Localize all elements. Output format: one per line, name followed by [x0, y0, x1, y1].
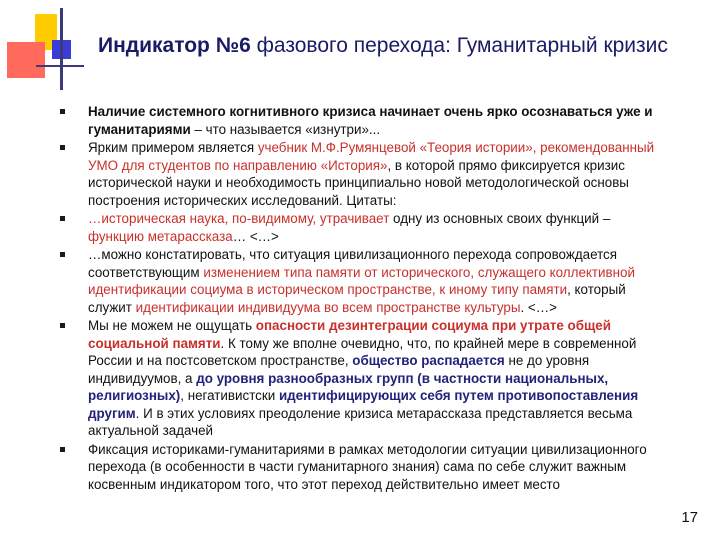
bullet-text: – что называется «изнутри»...	[190, 121, 381, 137]
bullet-text: Ярким примером является	[88, 140, 258, 155]
bullet-text: , негативистски	[180, 388, 279, 403]
bullet-text-bold: Наличие системного когнитивного кризиса начинает очень ярко осознаваться уже и гуманитариями	[88, 104, 653, 137]
bullet-text: … <…>	[232, 228, 279, 244]
bullet-text: . И в этих условиях преодоление кризиса метарассказа представляется весьма актуальной задачей	[88, 405, 633, 438]
bullet-text: Мы не можем не ощущать	[88, 318, 256, 333]
decor-red-square	[7, 42, 45, 78]
bullet-item-1	[60, 103, 670, 138]
bullet-text: …можно констатировать, что ситуация цивилизационного перехода сопровождается соответствующим	[88, 247, 618, 280]
bullet-text-bold-highlight: опасности дезинтеграции социума при утрате общей социальной памяти	[88, 318, 611, 351]
bullet-text-bold-blue: до уровня разнообразных групп (в частности национальных, религиозных)	[88, 370, 609, 403]
slide-title	[98, 34, 698, 58]
title-rest: фазового перехода: Гуманитарный кризис	[250, 34, 668, 57]
bullet-text: одну из основных своих функций –	[389, 211, 611, 226]
bullet-item-6	[60, 441, 670, 494]
decor-horizontal-line	[36, 65, 84, 67]
bullet-text-bold-blue: общество распадается	[352, 353, 505, 368]
bullet-square-icon	[60, 216, 65, 221]
title-bold: Индикатор №6	[98, 34, 251, 57]
bullet-text: не до уровня индивидуумов, а	[88, 353, 590, 386]
bullet-text-highlight: учебник М.Ф.Румянцевой «Теория истории», рекомендованный УМО для студентов по направлению «История»	[88, 140, 655, 173]
bullet-text: , в которой прямо фиксируется кризис исторической науки и необходимость принципиально новой методологической основы построения исторических исследований. Цитаты:	[88, 157, 629, 208]
decor-vertical-line	[60, 8, 63, 90]
bullet-text: . К тому же вполне очевидно, что, по крайней мере в современной России и на постсоветском пространстве,	[88, 335, 637, 368]
bullet-text-highlight: изменением типа памяти от исторического, служащего коллективной идентификации социума в историческом пространстве, к иному типу памяти	[88, 264, 635, 297]
bullet-text-highlight: функцию метарассказа	[88, 228, 233, 244]
bullet-square-icon	[60, 252, 65, 257]
bullet-text-highlight: …историческая наука, по-видимому, утрачивает	[88, 211, 390, 226]
bullet-item-3	[60, 210, 670, 245]
bullet-square-icon	[60, 323, 65, 328]
bullet-item-4	[60, 246, 670, 316]
bullet-text: , который служит	[88, 282, 626, 315]
bullet-text: Фиксация историками-гуманитариями в рамках методологии ситуации цивилизационного перехода (в особенности в части гуманитарного знания) сама по себе служит важным косвенным индикатором того, что этот переход действительно имеет место	[88, 441, 647, 492]
bullet-item-5	[60, 317, 670, 440]
bullet-square-icon	[60, 109, 65, 114]
bullet-item-2	[60, 139, 670, 209]
page-number: 17	[681, 509, 698, 526]
bullet-text: . <…>	[520, 299, 557, 315]
bullet-text-bold-blue: идентифицирующих себя путем противопоставления другим	[88, 388, 639, 421]
bullet-square-icon	[60, 145, 65, 150]
bullet-text-highlight: идентификации индивидуума во всем пространстве культуры	[135, 299, 521, 315]
bullet-list	[60, 103, 670, 493]
bullet-square-icon	[60, 447, 65, 452]
